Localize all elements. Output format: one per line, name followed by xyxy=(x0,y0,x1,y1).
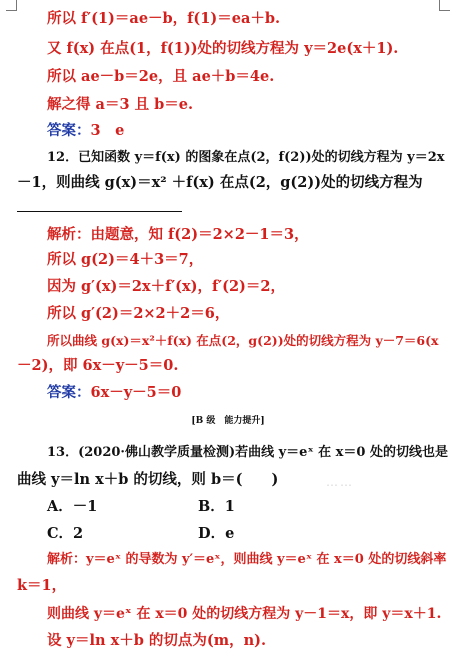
solution-line: 所以曲线 g(x)＝x²＋f(x) 在点(2，g(2))处的切线方程为 y－7＝6(x xyxy=(47,333,439,348)
question-13-text: 13．(2020·佛山教学质量检测)若曲线 y＝eˣ 在 x＝0 处的切线也是 xyxy=(47,445,449,460)
solution-line: 所以 f′(1)＝ae－b，f(1)＝ea＋b. xyxy=(47,10,281,27)
solution-line: 又 f(x) 在点(1，f(1))处的切线方程为 y＝2e(x＋1). xyxy=(47,40,399,57)
answer-blank xyxy=(17,197,182,218)
solution-line: 则曲线 y＝eˣ 在 x＝0 处的切线方程为 y－1＝x，即 y＝x＋1. xyxy=(47,606,442,622)
solution-line: 解之得 a＝3 且 b＝e. xyxy=(47,96,194,113)
solution-line: 设 y＝ln x＋b 的切点为(m，n). xyxy=(47,632,267,649)
answer-line xyxy=(47,383,181,403)
page-corner-mark-right xyxy=(439,0,450,11)
answer-label: 答案： xyxy=(47,122,91,139)
option-d: D．e xyxy=(198,525,235,542)
solution-line: 解析：y＝eˣ 的导数为 y′＝eˣ，则曲线 y＝eˣ 在 x＝0 处的切线斜率 xyxy=(47,552,447,567)
page-corner-mark-left xyxy=(6,0,17,11)
solution-line: 因为 g′(x)＝2x＋f′(x)，f′(2)＝2， xyxy=(47,278,285,295)
question-13-text: 曲线 y＝ln x＋b 的切线，则 b＝( ) xyxy=(17,471,279,488)
option-c: C．2 xyxy=(47,525,84,542)
option-b: B．1 xyxy=(198,498,235,515)
section-heading: [B 级 能力提升] xyxy=(191,416,265,426)
question-12-text: －1，则曲线 g(x)＝x² ＋f(x) 在点(2，g(2))处的切线方程为 xyxy=(17,174,423,191)
answer-label: 答案： xyxy=(47,384,91,401)
watermark: …… xyxy=(326,475,354,489)
solution-line: 所以 g′(2)＝2×2＋2＝6， xyxy=(47,305,230,322)
solution-line: 所以 g(2)＝4＋3＝7， xyxy=(47,251,204,268)
answer-line xyxy=(47,121,124,141)
question-12-text: 12．已知函数 y＝f(x) 的图象在点(2，f(2))处的切线方程为 y＝2x xyxy=(47,150,445,165)
solution-line: k＝1， xyxy=(17,577,67,594)
solution-line: －2)，即 6x－y－5＝0. xyxy=(17,357,179,374)
solution-line: 解析：由题意，知 f(2)＝2×2－1＝3， xyxy=(47,226,309,243)
answer-value: 6x－y－5＝0 xyxy=(90,384,182,401)
option-a: A．－1 xyxy=(47,498,98,515)
answer-value: 3 e xyxy=(90,122,125,139)
solution-line: 所以 ae－b＝2e，且 ae＋b＝4e. xyxy=(47,68,275,85)
